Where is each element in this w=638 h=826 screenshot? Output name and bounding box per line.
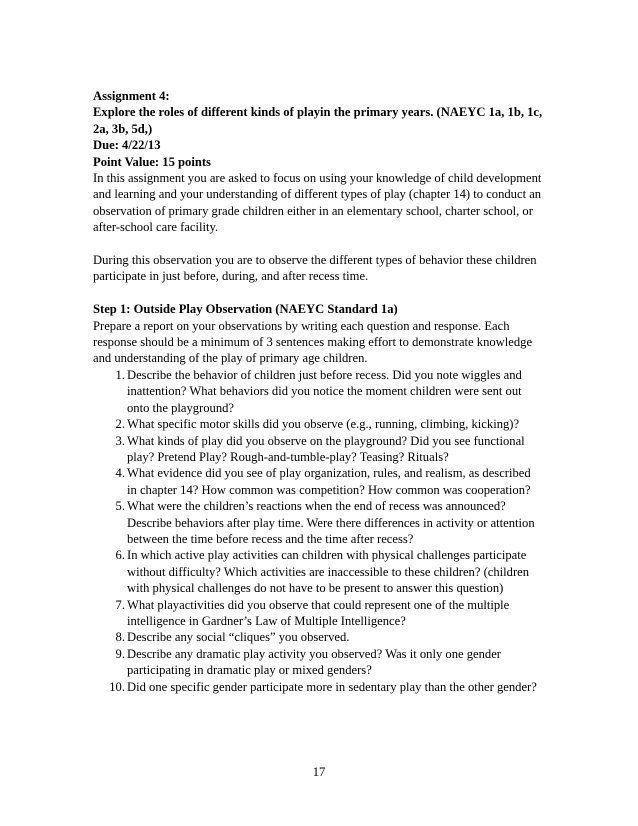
list-item [93, 465, 553, 498]
list-item [93, 547, 553, 596]
paragraph-spacer [93, 236, 553, 252]
question-text-line: What evidence did you see of play organization, rules, and realism, as described [127, 466, 531, 481]
question-list [93, 367, 553, 695]
question-text-line: What were the children’s reactions when the end of recess was announced? [127, 499, 506, 514]
list-item [93, 646, 553, 679]
question-number: 4. [115, 466, 125, 481]
intro-paragraph-1-line-4: after-school care facility. [93, 220, 219, 235]
step-1-description-line-3: and understanding of the play of primary age children. [93, 351, 368, 366]
list-item [93, 433, 553, 466]
due-date: Due: 4/22/13 [93, 138, 161, 153]
step-1-description-line-1: Prepare a report on your observations by writing each question and response. Each [93, 318, 510, 333]
question-text-line: Did one specific gender participate more in sedentary play than the other gender? [127, 679, 537, 694]
step-1-description-line-2: response should be a minimum of 3 sentences making effort to demonstrate knowledge [93, 335, 533, 350]
point-value: Point Value: 15 points [93, 154, 211, 169]
question-text-line: play? Pretend Play? Rough-and-tumble-play? Teasing? Rituals? [127, 449, 449, 464]
question-number: 8. [115, 630, 125, 645]
question-text-line: What kinds of play did you observe on the playground? Did you see functional [127, 433, 525, 448]
question-text-line: What specific motor skills did you observe (e.g., running, climbing, kicking)? [127, 417, 520, 432]
intro-paragraph-2-line-2: participate in just before, during, and after recess time. [93, 269, 369, 284]
question-text-line: between the time before recess and the time after recess? [127, 531, 414, 546]
intro-paragraph-1-line-1: In this assignment you are asked to focus on using your knowledge of child development [93, 171, 542, 186]
question-number: 2. [115, 417, 125, 432]
question-number: 3. [115, 433, 125, 448]
list-item [93, 629, 553, 645]
question-text-line: inattention? What behaviors did you notice the moment children were sent out [127, 384, 522, 399]
document-content [93, 88, 553, 695]
question-text-line: What playactivities did you observe that could represent one of the multiple [127, 597, 510, 612]
list-item [93, 498, 553, 547]
question-text-line: with physical challenges do not have to be present to answer this question) [127, 581, 504, 596]
question-number: 1. [115, 367, 125, 382]
question-text-line: onto the playground? [127, 400, 235, 415]
question-text-line: In which active play activities can children with physical challenges participate [127, 548, 527, 563]
list-item [93, 416, 553, 432]
assignment-title-line-2: 2a, 3b, 5d,) [93, 121, 153, 136]
question-text-line: intelligence in Gardner’s Law of Multiple Intelligence? [127, 613, 406, 628]
question-text-line: Describe the behavior of children just before recess. Did you note wiggles and [127, 367, 522, 382]
list-item [93, 679, 553, 695]
question-text-line: Describe behaviors after play time. Were there differences in activity or attention [127, 515, 535, 530]
question-text-line: without difficulty? Which activities are inaccessible to these children? (children [127, 564, 530, 579]
question-text-line: in chapter 14? How common was competition? How common was cooperation? [127, 482, 531, 497]
question-number: 10. [109, 679, 125, 694]
question-text-line: participating in dramatic play or mixed genders? [127, 663, 372, 678]
page-number: 17 [312, 765, 326, 779]
list-item [93, 367, 553, 416]
assignment-title-line-1: Explore the roles of different kinds of playin the primary years. (NAEYC 1a, 1b, 1c, [93, 105, 543, 120]
question-text-line: Describe any dramatic play activity you observed? Was it only one gender [127, 646, 501, 661]
question-number: 5. [115, 499, 125, 514]
question-number: 7. [115, 597, 125, 612]
intro-paragraph-1-line-2: and learning and your understanding of different types of play (chapter 14) to conduct an [93, 187, 542, 202]
question-number: 6. [115, 548, 125, 563]
paragraph-spacer [93, 285, 553, 301]
step-1-heading: Step 1: Outside Play Observation (NAEYC Standard 1a) [93, 302, 398, 317]
intro-paragraph-1-line-3: observation of primary grade children either in an elementary school, charter school, or [93, 203, 533, 218]
question-number: 9. [115, 646, 125, 661]
list-item [93, 597, 553, 630]
question-text-line: Describe any social “cliques” you observed. [127, 630, 350, 645]
intro-paragraph-2-line-1: During this observation you are to observe the different types of behavior these children [93, 253, 537, 268]
assignment-label: Assignment 4: [93, 89, 170, 103]
